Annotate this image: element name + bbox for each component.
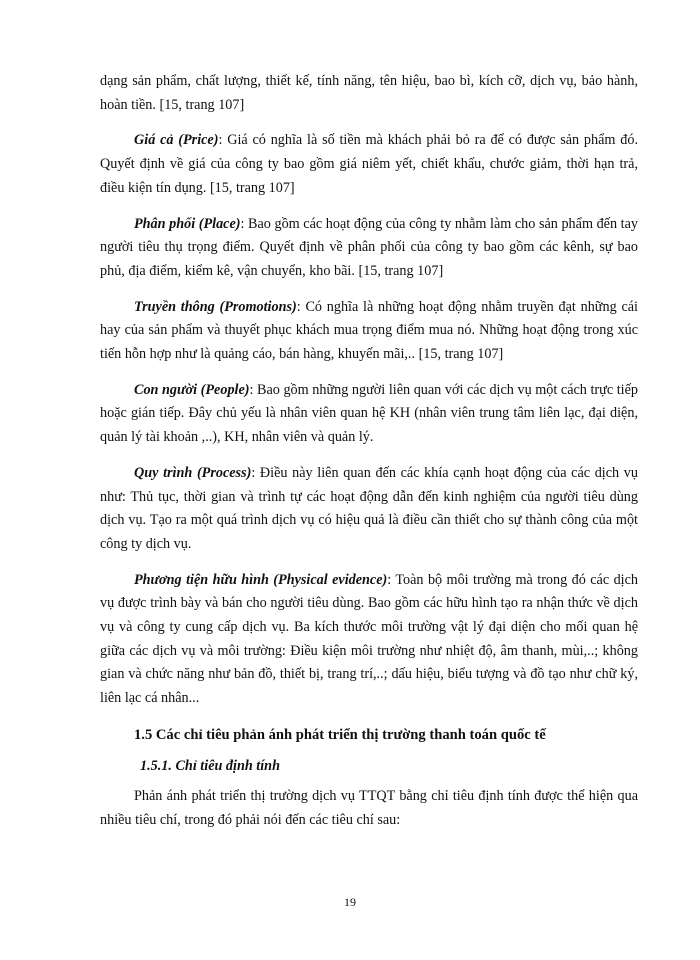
section-heading: 1.5 Các chỉ tiêu phản ánh phát triển thị trường thanh toán quốc tế bbox=[134, 726, 546, 743]
promotions-text: : Có nghĩa là những hoạt động nhằm truyền đạt những cái hay của sản phẩm và thuyết phục khách mua trọng điểm mua nó. Những hoạt động trong xúc tiến hỗn hợp như là quảng cáo, bán hàng, khuyến mãi,.. [15, trang 107] bbox=[100, 298, 638, 363]
physical-evidence-term: Phương tiện hữu hình (Physical evidence) bbox=[134, 571, 388, 588]
page-body bbox=[100, 70, 638, 844]
physical-evidence-paragraph bbox=[100, 569, 638, 711]
promotions-term: Truyền thông (Promotions) bbox=[134, 298, 297, 315]
closing-paragraph: Phản ánh phát triển thị trường dịch vụ TTQT bằng chỉ tiêu định tính được thể hiện qua nhiều tiêu chí, trong đó phải nói đến các tiêu chí sau: bbox=[100, 787, 638, 828]
people-paragraph bbox=[100, 379, 638, 450]
process-term: Quy trình (Process) bbox=[134, 464, 252, 481]
people-term: Con người (People) bbox=[134, 381, 250, 398]
promotions-paragraph bbox=[100, 296, 638, 367]
intro-paragraph: dạng sản phẩm, chất lượng, thiết kế, tính năng, tên hiệu, bao bì, kích cỡ, dịch vụ, bảo hành, hoàn tiền. [15, trang 107] bbox=[100, 73, 638, 113]
place-text: : Bao gồm các hoạt động của công ty nhằm làm cho sản phẩm đến tay người tiêu thụ trọng điểm. Quyết định về phân phối của công ty bao gồm các kênh, sự bao phủ, địa điểm, kiểm kê, vận chuyển, kho bãi. [15, trang 107] bbox=[100, 215, 638, 279]
people-text: : Bao gồm những người liên quan với các dịch vụ một cách trực tiếp hoặc gián tiếp. Đây chủ yếu là nhân viên quan hệ KH (nhân viên trung tâm liên lạc, đại diện, quản lý tài khoản ,..), KH, nhân viên và quản lý. bbox=[100, 381, 638, 446]
process-text: : Điều này liên quan đến các khía cạnh hoạt động của các dịch vụ như: Thủ tục, thời gian và trình tự các hoạt động dẫn đến kinh nghiệm của người tiêu dùng dịch vụ. Tạo ra một quá trình dịch vụ có hiệu quả là điều cần thiết cho sự thành công của một công ty dịch vụ. bbox=[100, 464, 638, 552]
process-paragraph bbox=[100, 462, 638, 557]
price-paragraph bbox=[100, 129, 638, 200]
place-term: Phân phối (Place) bbox=[134, 215, 241, 232]
physical-evidence-text: : Toàn bộ môi trường mà trong đó các dịch vụ được trình bày và bán cho người tiêu dùng. Bao gồm các hữu hình tạo ra nhận thức về dịch vụ và công ty cung cấp dịch vụ. Ba kích thước môi trường vật lý đại diện cho mối quan hệ giữa các dịch vụ và môi trường: Điều kiện môi trường như nhiệt độ, âm thanh, mùi,..; không gian và chức năng như bản đồ, thiết bị, trang trí,..; dấu hiệu, biểu tượng và đồ tạo như chữ ký, liên lạc cá nhân... bbox=[100, 571, 638, 707]
price-text: : Giá có nghĩa là số tiền mà khách phải bỏ ra để có được sản phẩm đó. Quyết định về giá của công ty bao gồm giá niêm yết, chiết khấu, chước giảm, thời hạn trả, điều kiện tín dụng. [15, trang 107] bbox=[100, 132, 638, 196]
page-number: 19 bbox=[344, 895, 356, 909]
price-term: Giá cả (Price) bbox=[134, 132, 219, 149]
place-paragraph bbox=[100, 213, 638, 284]
subsection-heading: 1.5.1. Chỉ tiêu định tính bbox=[140, 757, 280, 774]
